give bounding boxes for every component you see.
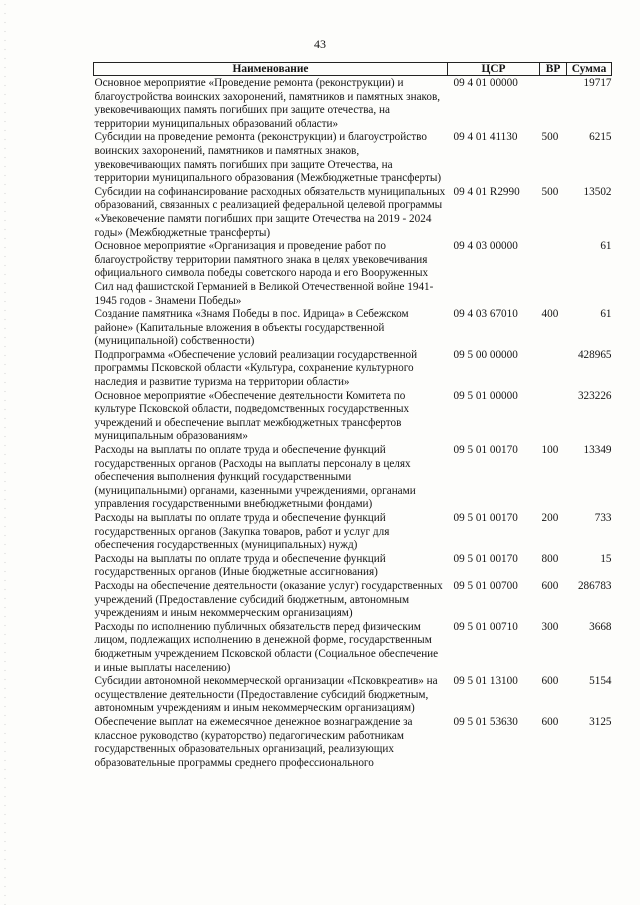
table-header-row <box>94 63 612 76</box>
table-row <box>94 349 612 390</box>
table-row <box>94 580 612 621</box>
table-row <box>94 444 612 512</box>
cell-name: Расходы на выплаты по оплате труда и обеспечение функций государственных органов (Иные бюджетные ассигнования) <box>94 552 386 579</box>
table-row <box>94 512 612 553</box>
table-row <box>94 675 612 716</box>
cell-vr <box>540 390 567 444</box>
table-body <box>94 76 612 771</box>
cell-name: Расходы по исполнению публичных обязательств перед физическим лицом, подлежащих исполнению в денежной форме, государственным бюджетным учреждением Псковской области (Социальное обеспечение и иные выплаты населению) <box>94 620 439 674</box>
cell-sum: 286783 <box>577 579 612 592</box>
cell-vr: 500 <box>541 185 559 198</box>
cell-sum: 5154 <box>589 675 612 688</box>
cell-name: Подпрограмма «Обеспечение условий реализации государственной программы Псковской области «Культура, сохранение культурного наследия и развитие туризма на территории области» <box>94 348 418 389</box>
cell-vr: 600 <box>541 715 559 728</box>
cell-vr: 600 <box>541 579 559 592</box>
header-sum: Сумма <box>567 63 612 76</box>
table-row <box>94 308 612 349</box>
cell-name: Создание памятника «Знамя Победы в пос. Идрица» в Себежском районе» (Капитальные вложения в объекты государственной (муниципальной) собственности) <box>94 308 409 348</box>
cell-sum: 13502 <box>583 185 612 198</box>
table-row <box>94 716 612 770</box>
cell-sum: 13349 <box>583 444 612 457</box>
header-csr: ЦСР <box>448 63 540 76</box>
table-row <box>94 240 612 308</box>
cell-name: Расходы на выплаты по оплате труда и обеспечение функций государственных органов (Расходы на выплаты персоналу в целях обеспечения выполнения функций государственными (муниципальными) органами, казенными учреждениями, органами управления государственными внебюджетными фондами) <box>94 444 416 511</box>
page-number: 43 <box>314 37 326 51</box>
cell-name: Основное мероприятие «Организация и проведение работ по благоустройству территории памятного знака в целях увековечивания официального символа победы советского народа и его Вооруженных Сил над фашистской Германией в Великой Отечественной войне 1941-1945 годов - Знамени Победы» <box>94 240 434 307</box>
cell-vr <box>540 349 567 390</box>
header-vr: ВР <box>540 63 567 76</box>
cell-vr <box>540 240 567 308</box>
table-row <box>94 621 612 675</box>
cell-sum: 15 <box>600 552 612 565</box>
table-row <box>94 553 612 580</box>
cell-name: Расходы на обеспечение деятельности (оказание услуг) государственных учреждений (Предоставление субсидий бюджетным, автономным учреждениям и иным некоммерческим организациям) <box>94 579 443 620</box>
cell-name: Основное мероприятие «Обеспечение деятельности Комитета по культуре Псковской области, подведомственных государственных учреждений и обеспечение выплат межбюджетных трансфертов муниципальным образованиям» <box>94 389 410 443</box>
cell-name: Основное мероприятие «Проведение ремонта (реконструкции) и благоустройства воинских захоронений, памятников и памятных знаков, увековечивающих память погибших при защите отечества, на территории муниципальных образований области» <box>94 77 441 130</box>
table-row <box>94 186 612 240</box>
cell-sum: 323226 <box>577 389 612 402</box>
cell-sum: 61 <box>600 308 612 321</box>
scan-edge-artifact <box>4 0 6 905</box>
cell-vr: 200 <box>541 512 559 524</box>
cell-sum: 3668 <box>589 620 612 633</box>
cell-csr: 09 5 01 53630 <box>453 715 518 728</box>
cell-csr: 09 5 01 00170 <box>453 444 518 457</box>
cell-csr: 09 4 01 R2990 <box>453 185 520 198</box>
cell-vr: 800 <box>541 552 559 565</box>
cell-sum: 3125 <box>589 715 612 728</box>
cell-vr: 500 <box>541 131 559 144</box>
cell-name: Субсидии на софинансирование расходных обязательств муниципальных образований, связанных с реализацией федеральной целевой программы «Увековечение памяти погибших при защите Отечества на 2019 - 2024 годы» (Межбюджетные трансферты) <box>94 185 446 239</box>
cell-name: Расходы на выплаты по оплате труда и обеспечение функций государственных органов (Закупка товаров, работ и услуг для обеспечения государственных (муниципальных) нужд) <box>94 512 390 552</box>
cell-csr: 09 5 01 13100 <box>453 675 518 688</box>
cell-name: Субсидии на проведение ремонта (реконструкции) и благоустройство воинских захоронений, памятников и памятных знаков, увековечивающих память погибших при защите Отечества, на территории муниципального образования (Межбюджетные трансферты) <box>94 131 442 185</box>
cell-csr: 09 4 01 00000 <box>453 77 518 89</box>
cell-csr: 09 5 00 00000 <box>453 348 518 361</box>
cell-csr: 09 4 03 00000 <box>453 240 518 253</box>
cell-vr: 600 <box>541 675 559 688</box>
cell-name: Субсидии автономной некоммерческой организации «Псковкреатив» на осуществление деятельности (Предоставление субсидий бюджетным, автономным учреждениям и иным некоммерческим организациям) <box>94 675 438 715</box>
cell-sum: 733 <box>594 512 612 524</box>
cell-csr: 09 4 01 41130 <box>453 131 518 144</box>
cell-sum: 6215 <box>589 131 612 144</box>
header-name: Наименование <box>94 63 448 76</box>
cell-sum: 61 <box>600 240 612 253</box>
cell-name: Обеспечение выплат на ежемесячное денежное вознаграждение за классное руководство (кураторство) педагогическим работникам государственных образовательных организаций, реализующих образовательные программы среднего профессионального <box>94 715 413 769</box>
cell-csr: 09 5 01 00710 <box>453 620 518 633</box>
cell-csr: 09 4 03 67010 <box>453 308 518 321</box>
cell-csr: 09 5 01 00170 <box>453 552 518 565</box>
cell-csr: 09 5 01 00000 <box>453 389 518 402</box>
cell-vr: 300 <box>541 620 559 633</box>
budget-table <box>93 62 612 770</box>
cell-vr: 400 <box>541 308 559 321</box>
table-row <box>94 131 612 185</box>
cell-csr: 09 5 01 00700 <box>453 579 518 592</box>
cell-csr: 09 5 01 00170 <box>453 512 518 524</box>
table-row <box>94 76 612 132</box>
cell-sum: 428965 <box>577 348 612 361</box>
cell-sum: 19717 <box>583 77 612 89</box>
cell-vr: 100 <box>541 444 559 457</box>
table-row <box>94 390 612 444</box>
cell-vr <box>540 76 567 132</box>
